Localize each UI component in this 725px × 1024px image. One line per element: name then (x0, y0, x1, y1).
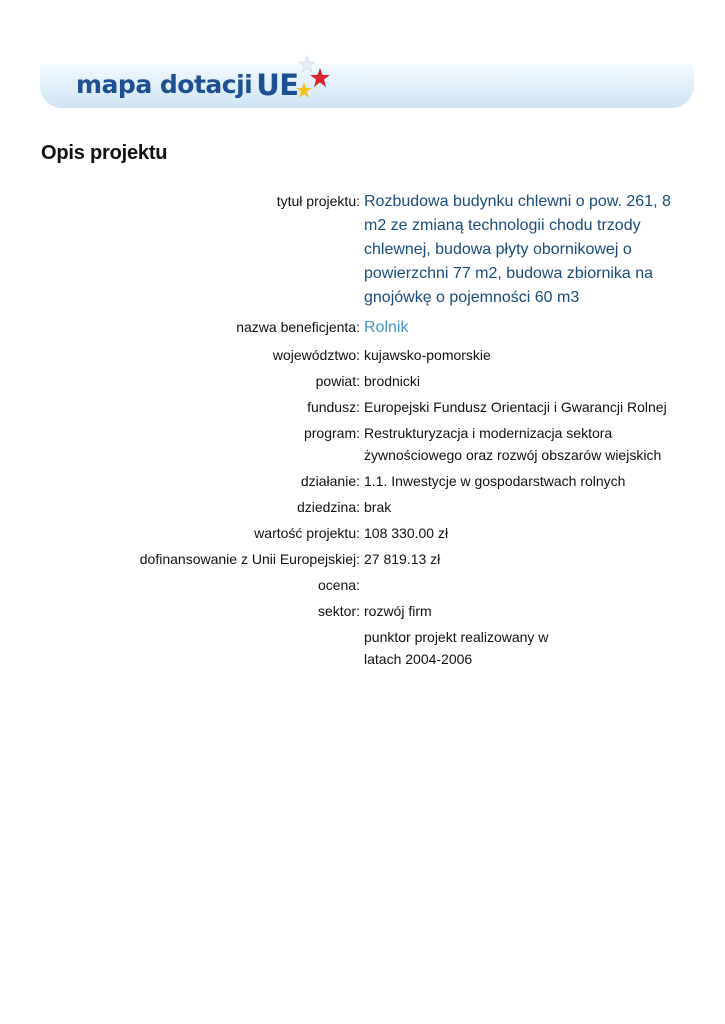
label-program: program: (303, 425, 360, 441)
label-action: działanie: (300, 473, 360, 489)
row-action (0, 470, 725, 492)
row-note (0, 626, 725, 670)
label-rating: ocena: (317, 577, 360, 593)
beneficiary-link[interactable]: Rolnik (364, 319, 409, 336)
label-sector: sektor: (317, 603, 360, 619)
value-note: punktor projekt realizowany w latach 2004-2006 (364, 629, 549, 667)
row-sector (0, 600, 725, 622)
label-domain: dziedzina: (296, 499, 360, 515)
value-program: Restrukturyzacja i modernizacja sektora żywnościowego oraz rozwój obszarów wiejskich (364, 425, 662, 463)
project-details (0, 190, 725, 674)
label-county: powiat: (315, 373, 360, 389)
row-beneficiary (0, 316, 725, 340)
logo-accent: UE (256, 68, 299, 102)
row-title (0, 190, 725, 310)
logo[interactable] (76, 56, 333, 100)
row-eu-funding (0, 548, 725, 570)
logo-stars-icon (293, 54, 333, 100)
page-title: Opis projektu (41, 142, 168, 164)
value-project-value: 108 330.00 zł (364, 525, 449, 541)
row-program (0, 422, 725, 466)
logo-text: mapa dotacji (76, 70, 253, 99)
label-voivodeship: województwo: (272, 347, 360, 363)
value-title: Rozbudowa budynku chlewni o pow. 261, 8 m2 ze zmianą technologii chodu trzody chlewnej, budowa płyty obornikowej o powierzchni 77 m2, budowa zbiornika na gnojówkę o pojemności 60 m3 (364, 193, 671, 306)
value-action: 1.1. Inwestycje w gospodarstwach rolnych (364, 473, 626, 489)
row-domain (0, 496, 725, 518)
value-fund: Europejski Fundusz Orientacji i Gwarancji Rolnej (364, 399, 667, 415)
value-county: brodnicki (364, 373, 421, 389)
label-beneficiary: nazwa beneficjenta: (236, 319, 360, 335)
label-eu-funding: dofinansowanie z Unii Europejskiej: (139, 551, 360, 567)
row-project-value (0, 522, 725, 544)
row-county (0, 370, 725, 392)
value-domain: brak (364, 499, 392, 515)
value-eu-funding: 27 819.13 zł (364, 551, 441, 567)
label-title: tytuł projektu: (276, 193, 360, 209)
value-voivodeship: kujawsko-pomorskie (364, 347, 491, 363)
row-fund (0, 396, 725, 418)
value-sector: rozwój firm (364, 603, 432, 619)
row-voivodeship (0, 344, 725, 366)
label-fund: fundusz: (307, 399, 360, 415)
row-rating (0, 574, 725, 596)
label-project-value: wartość projektu: (254, 525, 360, 541)
